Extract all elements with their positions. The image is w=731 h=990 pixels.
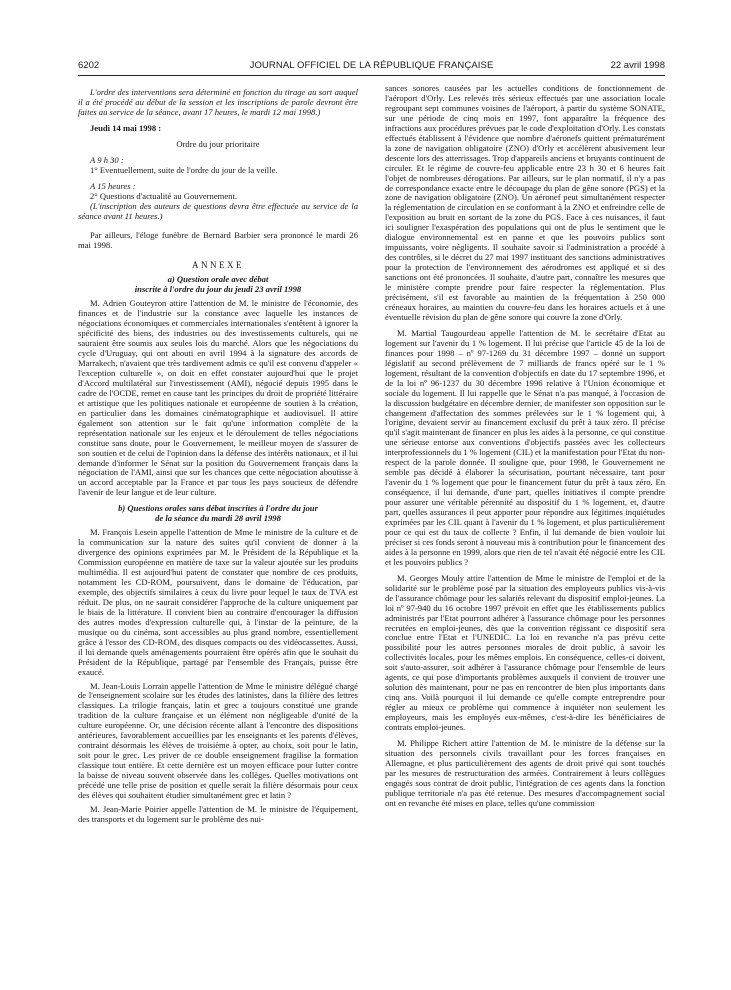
page-header: [78, 60, 665, 74]
section-b-subtitle: de la séance du mardi 28 avril 1998: [155, 513, 281, 524]
question-mouly: M. Georges Mouly attire l'attention de Mme le ministre de l'emploi et de la solidarité sur le problème posé par la situation des employeurs publics vis-à-vis de l'assurance chômage pour les salariés relevant du dispositif emploi-jeunes. La loi nº 97-940 du 16 octobre 1997 prévoit en effet que les établissements publics administrés par l'Etat pourront adhérer à l'assurance chômage pour les personnes recrutées en emploi-jeunes, dès que la convention régissant ce dispositif sera conclue entre l'Etat et l'UNEDIC. La loi en revanche n'a pas prévu cette possibilité pour les autres personnes morales de droit public, à savoir les collectivités locales, pour les mêmes emplois. En conséquence, celles-ci doivent, soit s'auto-assurer, soit adhérer à l'assurance chômage pour l'ensemble de leurs agents, ce qui pose d'importants problèmes auxquels il convient de trouver une solution dès maintenant, pour ne pas en rencontrer de bien plus importants dans cinq ans. Voilà pourquoi il lui demande ce qu'elle compte entreprendre pour régler au mieux ce problème qui commence à inquiéter non seulement les employeurs, mais les employés eux-mêmes, c'est-à-dire les bénéficiaires de contrats emploi-jeunes.: [385, 572, 665, 733]
page-number: 6202: [78, 60, 100, 71]
jeudi-heading: Jeudi 14 mai 1998 :: [90, 122, 162, 133]
intro-note: L'ordre des interventions sera déterminé en fonction du tirage au sort auquel il a été procédé au début de la session et les inscriptions de parole devront être faites au service de la séance, avant 17 heures, le mardi 12 mai 1998.): [78, 87, 358, 117]
section-a-title: a) Question orale avec débat: [167, 274, 269, 285]
time-heading-15h: A 15 heures :: [90, 180, 136, 191]
journal-title: JOURNAL OFFICIEL DE LA RÉPUBLIQUE FRANÇAISE: [249, 60, 494, 71]
question-taugourdeau: M. Martial Taugourdeau appelle l'attention de M. le secrétaire d'Etat au logement sur l'avenir du 1 % logement. Il lui précise que l'article 45 de la loi de finances pour 1998 – nº 97-1269 du 31 décembre 1997 – donné un support législatif au second prélèvement de 7 milliards de francs opéré sur le 1 % logement, résultant de la convention d'objectifs en date du 17 septembre 1996, et de la loi nº 96-1237 du 30 décembre 1996 relative à l'Union économique et sociale du logement. Il lui rappelle que le Sénat n'a pas manqué, à l'occasion de la discussion budgétaire en décembre dernier, de manifester son opposition sur le changement d'affectation des sommes prélevées sur le 1 % logement qui, à l'origine, devaient servir au financement exclusif du prêt à taux zéro. Il précise qu'il s'agit maintenant de financer en plus les aides à la personne, ce qui constitue une sérieuse entorse aux conventions d'objectifs passées avec les collecteurs interprofessionnels du 1 % logement (CIL) et la manifestation pour l'Etat du non-respect de la parole donnée. Il souligne que, pour 1998, le Gouvernement ne semble pas décidé à élaborer la sécurisation, pourtant nécessaire, tant pour l'avenir du 1 % logement que pour le financement futur du prêt à taux zéro. En conséquence, il lui demande, d'une part, quelles initiatives il compte prendre pour assurer une véritable pérennité au dispositif du 1 % logement, et, d'autre part, quelles assurances il peut apporter pour répondre aux légitimes inquiétudes exprimées par les CIL quant à l'avenir du 1 % logement, et plus particulièrement pour ce qui est du taux de collecte ? Enfin, il lui demande de bien vouloir lui préciser si ces fonds seront à nouveau mis à contribution pour le financement des aides à la personne en 1999, alors que rien de tel n'avait été négocié entre les CIL et les pouvoirs publics ?: [385, 327, 665, 567]
agenda-item-1: 1° Eventuellement, suite de l'ordre du jour de la veille.: [90, 164, 278, 175]
section-b-title: b) Questions orales sans débat inscrites à l'ordre du jour: [118, 503, 318, 514]
issue-date: 22 avril 1998: [610, 60, 665, 71]
question-richert: M. Philippe Richert attire l'attention de M. le ministre de la défense sur la situation des personnels civils travaillant pour les forces françaises en Allemagne, et plus particulièrement des agents de droit privé qui sont touchés par les mesures de restructuration des armées. Contrairement à leurs collègues engagés sous contrat de droit public, l'intégration de ces agents dans la fonction publique territoriale n'a pas été retenue. Des mesures d'accompagnement social ont en revanche été mises en place, telles qu'une commission: [385, 738, 665, 808]
header-rule: [78, 75, 665, 76]
question-lesein: M. François Lesein appelle l'attention de Mme le ministre de la culture et de la communication sur la nature des suites qu'il convient de donner à la divergence des opinions exprimées par M. le Président de la République et la Commission européenne en matière de taxe sur la valeur ajoutée sur les produits multimédia. Il est aujourd'hui patent de constater que nombre de ces produits, notamment les CD-ROM, poursuivent, dans le domaine de l'éducation, par exemple, des objectifs similaires à ceux du livre pour lequel le taux de TVA est réduit. De plus, on ne saurait considérer l'approche de la culture uniquement par le biais de la littérature. Il convient bien au contraire d'encourager la diffusion des autres modes d'expression culturelle qui, à l'instar de la peinture, de la musique ou du cinéma, sont accessibles au plus grand nombre, essentiellement grâce à l'essor des CD-ROM, des disques compacts ou des vidéocassettes. Aussi, il lui demande quels aménagements pourraient être opérés afin que le souhait du Président de la République, partagé par l'ensemble des Français, puisse être exaucé.: [78, 527, 358, 677]
section-a-subtitle: inscrite à l'ordre du jour du jeudi 23 avril 1998: [134, 284, 302, 295]
time-heading-9h30: A 9 h 30 :: [90, 154, 124, 165]
annexe-heading: ANNEXE: [192, 260, 244, 271]
agenda-item-2: 2° Questions d'actualité au Gouvernement.: [90, 190, 237, 201]
eloge-paragraph: Par ailleurs, l'éloge funèbre de Bernard Barbier sera prononcé le mardi 26 mai 1998.: [78, 230, 358, 251]
left-column: [78, 88, 358, 825]
question-gouteyron: M. Adrien Gouteyron attire l'attention de M. le ministre de l'économie, des finances et de l'industrie sur la constance avec laquelle les instances de négociations économiques et commerciales internationales s'entêtent à ignorer la spécificité des biens, des industries ou des investissements culturels, qui ne sauraient être soumis aux seules lois du marché. Alors que les négociations du cycle d'Uruguay, qui ont abouti en avril 1994 à la signature des accords de Marrakech, n'avaient que très tardivement admis ce qu'il est convenu d'appeler « l'exception culturelle », on doit en effet constater aujourd'hui que le projet d'Accord multilatéral sur l'investissement (AMI), négocié depuis 1995 dans le cadre de l'OCDE, remet en cause tant les principes du droit de propriété littéraire et artistique que les politiques nationale et européenne de soutien à la création, en particulier dans les domaines cinématographique et audiovisuel. Il attire également son attention sur le fait qu'une information complète de la représentation nationale sur les enjeux et le déroulement de telles négociations constitue sans doute, pour le Gouvernement, le meilleur moyen de s'assurer de son soutien et de celui de l'opinion dans la défense des intérêts nationaux, et il lui demande d'informer le Sénat sur la position du Gouvernement français dans la négociation de l'AMI, ainsi que sur les chances que cette négociation aboutisse à un accord acceptable par la France et par tous les pays soucieux de défendre l'avenir de leur langue et de leur culture.: [78, 298, 358, 498]
agenda-item-2-note: (L'inscription des auteurs de questions devra être effectuée au service de la séance avant 11 heures.): [78, 200, 358, 221]
question-poirier-start: M. Jean-Marie Poirier appelle l'attention de M. le ministre de l'équipement, des transports et du logement sur le problème des nui-: [78, 803, 358, 824]
ordre-du-jour-heading: Ordre du jour prioritaire: [176, 138, 260, 149]
question-lorrain: M. Jean-Louis Lorrain appelle l'attention de Mme le ministre délégué chargé de l'enseignement scolaire sur les études des latinistes, dans la filière des lettres classiques. La trilogie français, latin et grec a toujours constitué une grande tradition de la culture française et un élément non négligeable d'unité de la culture européenne. Or, une décision récente allant à l'encontre des dispositions antérieures, favorablement accueillies par les enseignants et les parents d'élèves, contraint désormais les élèves de troisième à opter, au choix, soit pour le latin, soit pour le grec. Les priver de ce double enseignement fragilise la formation classique tout entière. Et cette dernière est un moyen efficace pour lutter contre la baisse de niveau souvent observée dans les collèges. Quelles motivations ont précédé une telle prise de position et quelle serait la filière désormais pour ceux des élèves qui souhaitent étudier simultanément grec et latin ?: [78, 680, 358, 800]
question-poirier-continued: sances sonores causées par les actuelles conditions de fonctionnement de l'aéroport d'Orly. Les relevés très sérieux effectués par une association locale regroupant sept communes voisines de l'aéroport, à partir du système SONATE, sur une période de cinq mois en 1997, font apparaître la fréquence des infractions aux procédures prévues par le code d'exploitation d'Orly. Les constats effectués établissent à l'évidence que nombre d'aéronefs quittent prématurément la zone de navigation obligatoire (ZNO) d'Orly et accélèrent abusivement leur descente lors des atterrissages. Trop d'appareils anciens et bruyants continuent de circuler. Et le régime de couvre-feu applicable entre 23 h 30 et 6 heures fait l'objet de nombreuses dérogations. Par ailleurs, sur le plan normatif, il n'y a pas de correspondance exacte entre le découpage du plan de gêne sonore (PGS) et la zone de navigation obligatoire (ZNO). Un aéronef peut simultanément respecter la réglementation de circulation en se conformant à la ZNO et enfreindre celle de l'exposition au bruit en sortant de la zone du PGS. Face à ces nuisances, il faut ici souligner l'exaspération des populations qui ont de plus le sentiment que le dialogue environnemental est en panne et que les pouvoirs publics sont impuissants, voire négligents. Il souhaite savoir si l'administration a procédé à des contrôles, si le décret du 27 mai 1997 instituant des sanctions administratives pour la protection de l'environnement des aérodromes est appliqué et si des sanctions ont été prononcées. Il souhaite, d'autre part, connaître les mesures que le ministère compte prendre pour faire respecter la réglementation. Plus précisément, s'il est favorable au maintien de la fréquentation à 250 000 créneaux horaires, au maintien du couvre-feu dans les horaires actuels et à une éventuelle révision du plan de gêne sonore qui couvre la zone d'Orly.: [385, 83, 665, 322]
right-column: [385, 84, 665, 809]
